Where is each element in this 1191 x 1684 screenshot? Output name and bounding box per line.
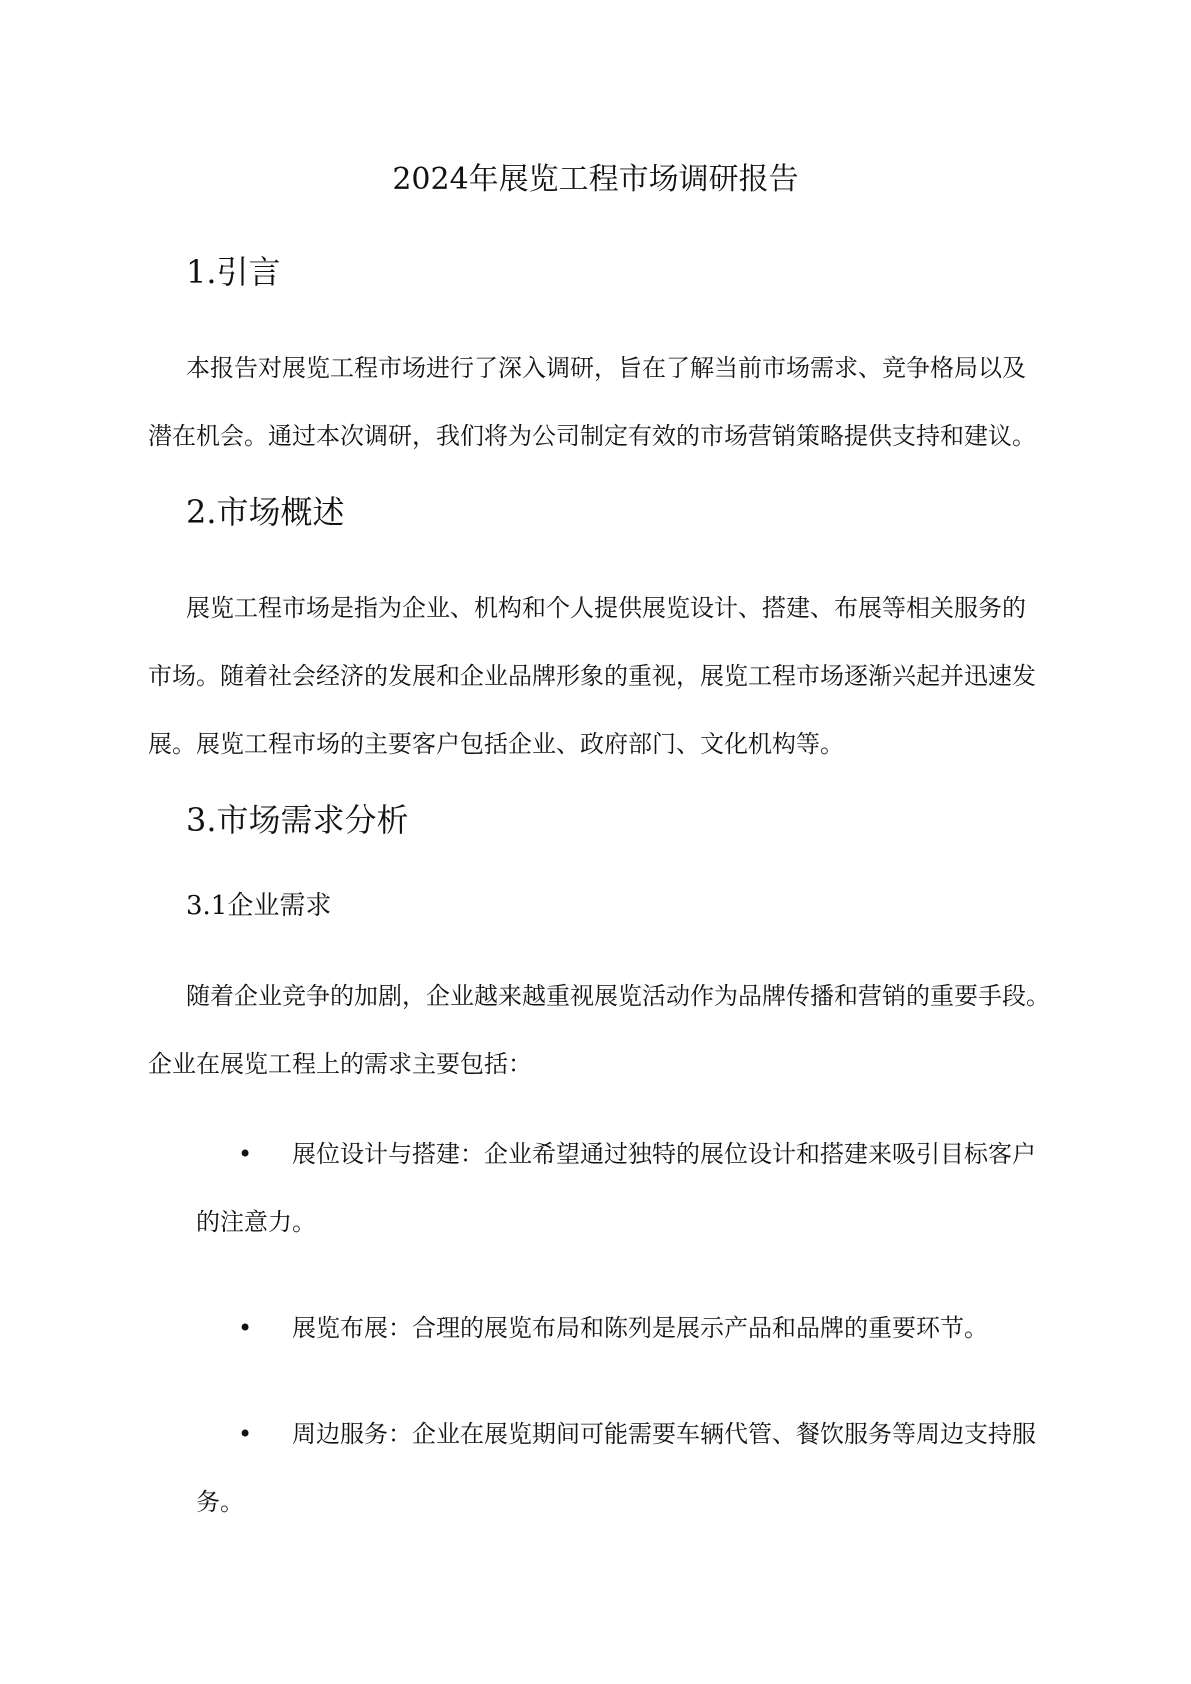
paragraph-line: 随着企业竞争的加剧，企业越来越重视展览活动作为品牌传播和营销的重要手段。 [186,982,1050,1010]
paragraph-line: 展。展览工程市场的主要客户包括企业、政府部门、文化机构等。 [148,730,844,758]
section-heading-overview: 2.市场概述 [186,493,345,531]
list-item-text: 展览布展：合理的展览布局和陈列是展示产品和品牌的重要环节。 [292,1314,988,1342]
demand-paragraph [148,962,1058,1098]
document-title: 2024年展览工程市场调研报告 [392,162,799,197]
list-item-text: 周边服务：企业在展览期间可能需要车辆代管、餐饮服务等周边支持服 [292,1420,1036,1448]
paragraph-line: 本报告对展览工程市场进行了深入调研，旨在了解当前市场需求、竞争格局以及 [186,354,1026,382]
list-item-text-continued: 的注意力。 [196,1208,316,1236]
overview-paragraph [148,574,1058,778]
bullet-icon: • [238,1140,253,1168]
paragraph-line: 企业在展览工程上的需求主要包括： [148,1050,532,1078]
section-heading-demand: 3.市场需求分析 [186,801,409,839]
bullet-icon: • [238,1314,253,1342]
list-item-text-continued: 务。 [196,1488,244,1516]
list-item [196,1400,1076,1536]
list-item [196,1294,1076,1362]
subsection-heading-enterprise: 3.1企业需求 [186,891,332,921]
list-item [196,1120,1076,1256]
list-item-text: 展位设计与搭建：企业希望通过独特的展位设计和搭建来吸引目标客户 [292,1140,1036,1168]
bullet-icon: • [238,1420,253,1448]
section-heading-intro: 1.引言 [186,253,281,291]
paragraph-line: 展览工程市场是指为企业、机构和个人提供展览设计、搭建、布展等相关服务的 [186,594,1026,622]
paragraph-line: 市场。随着社会经济的发展和企业品牌形象的重视，展览工程市场逐渐兴起并迅速发 [148,662,1036,690]
paragraph-line: 潜在机会。通过本次调研，我们将为公司制定有效的市场营销策略提供支持和建议。 [148,422,1036,450]
intro-paragraph [148,334,1058,470]
